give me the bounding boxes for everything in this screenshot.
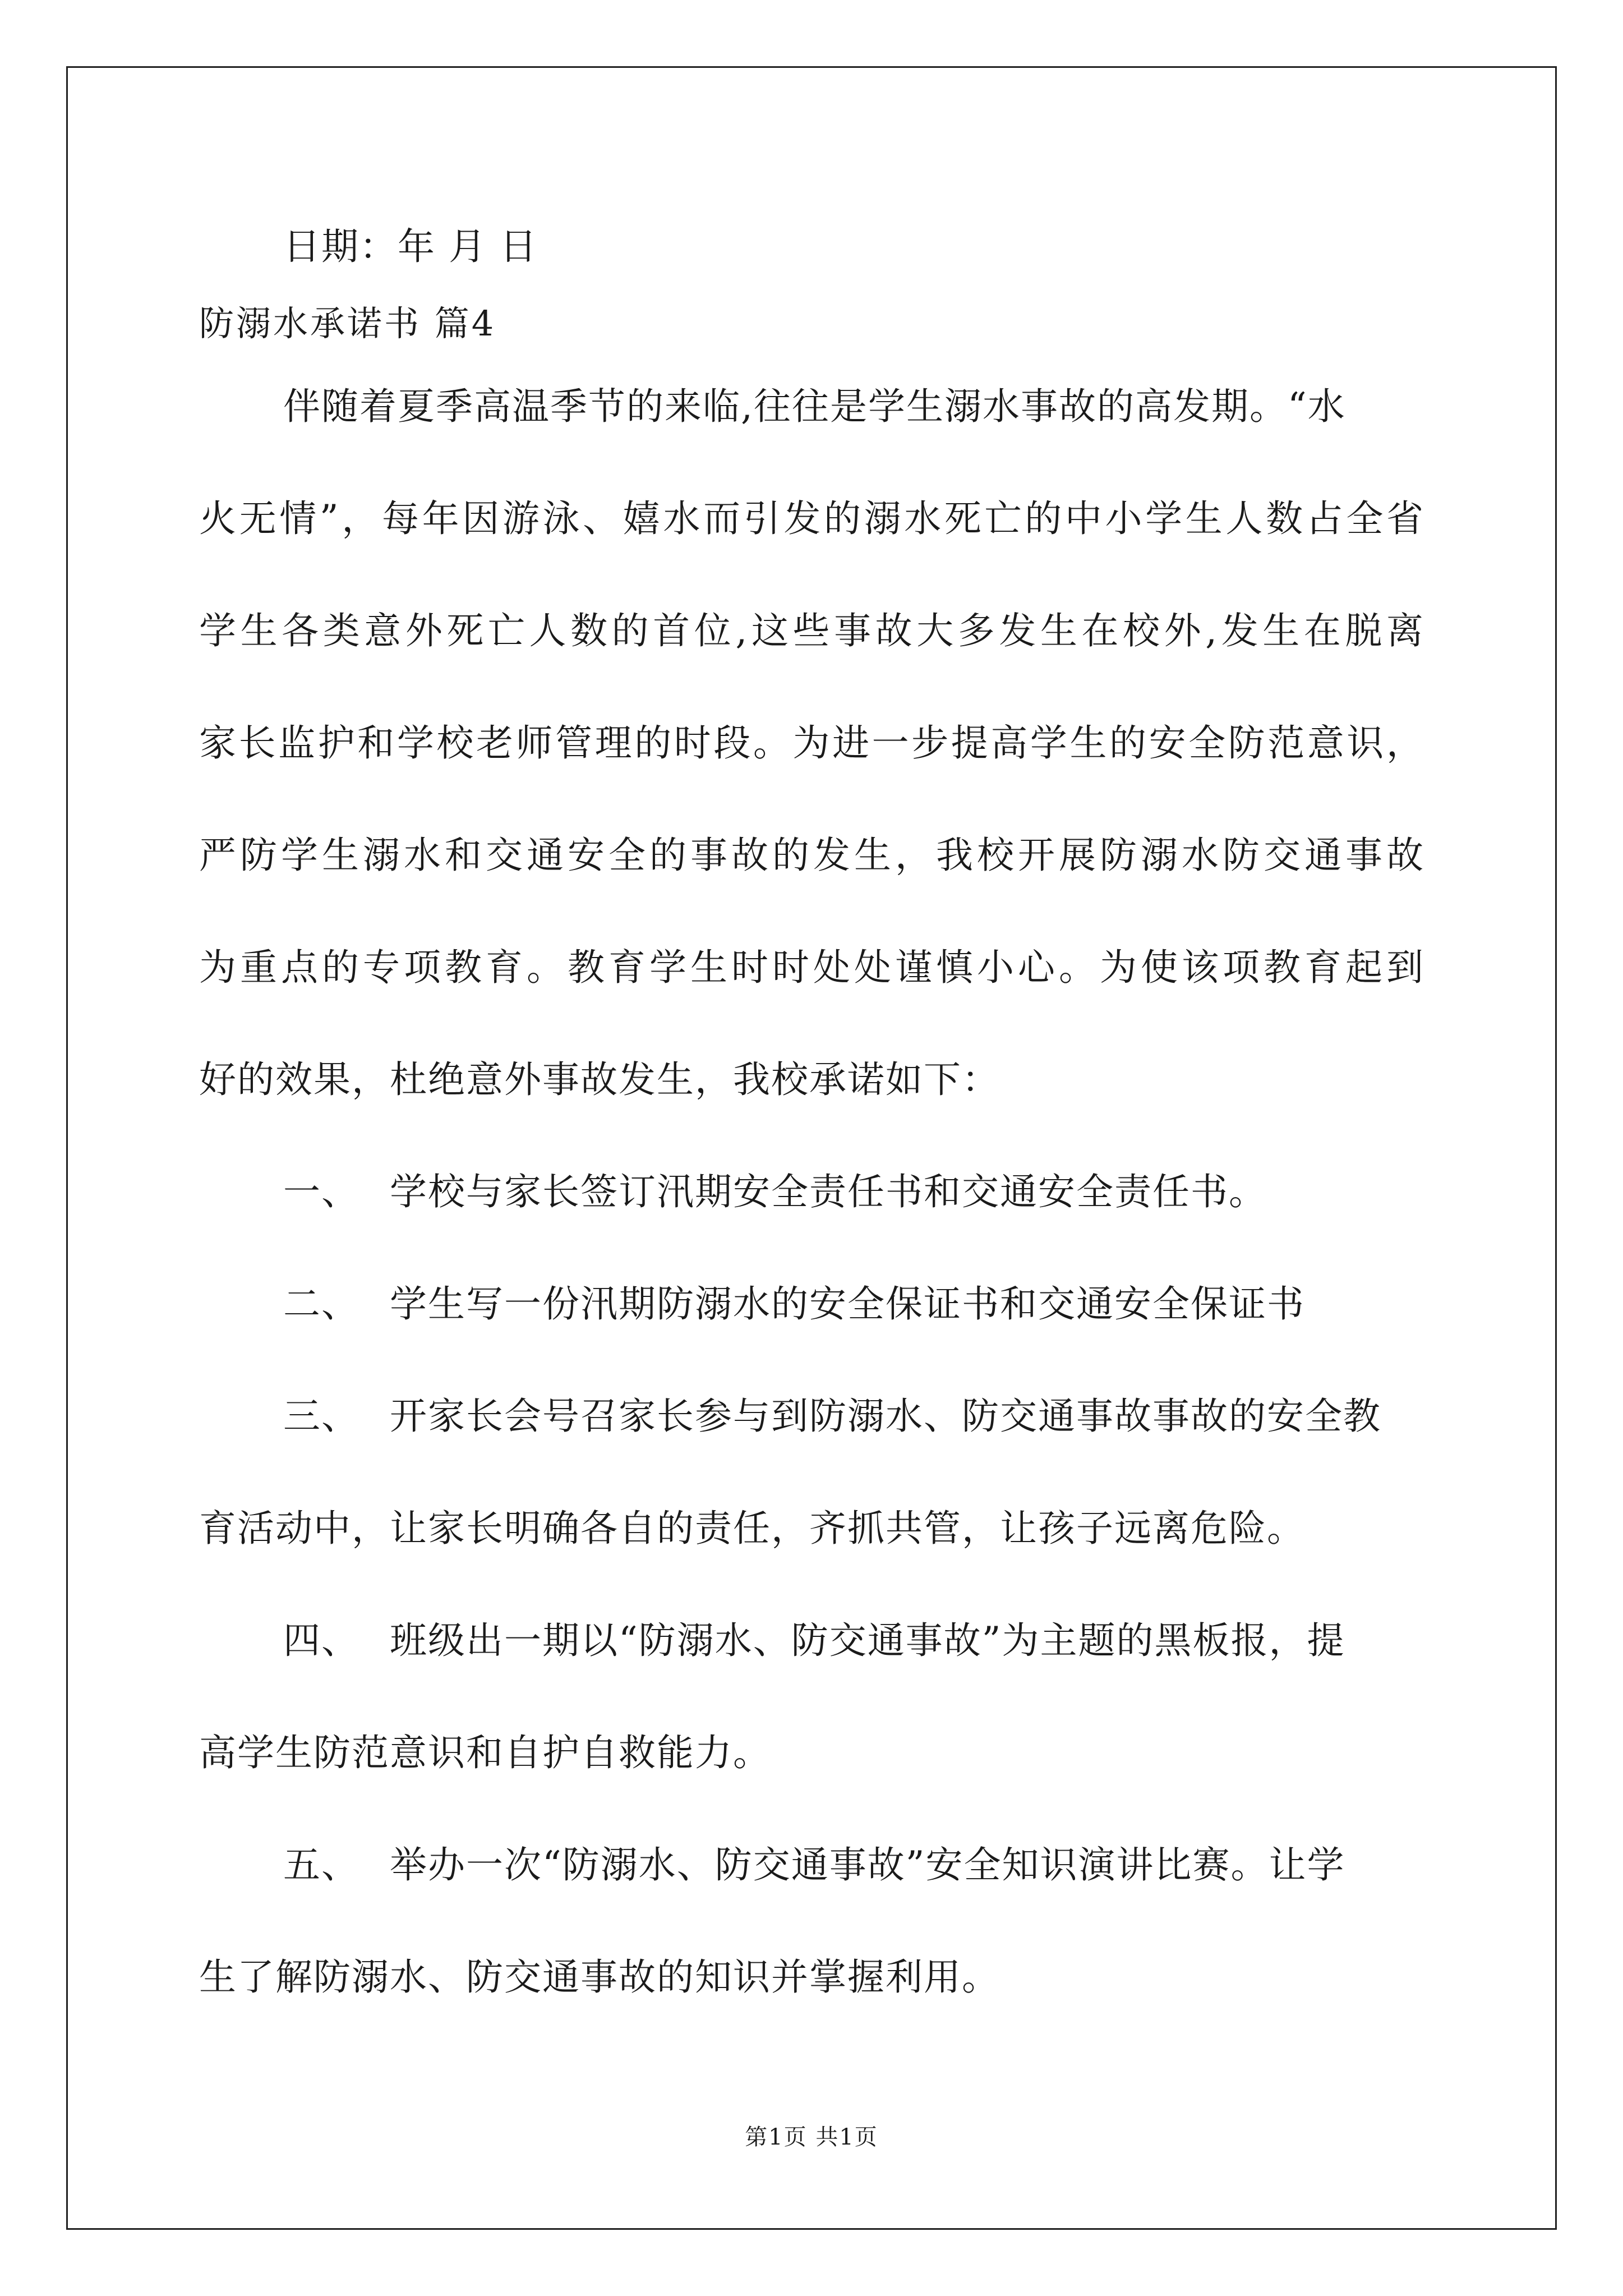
list-item-4-continuation: 高学生防范意识和自护自救能力。 [199,1731,771,1774]
list-item-text: 学校与家长签订汛期安全责任书和交通安全责任书。 [390,1170,1267,1213]
list-item-text: 开家长会号召家长参与到防溺水、防交通事故事故的安全教 [390,1395,1381,1438]
list-item-number: 四、 [283,1619,359,1662]
section-title: 防溺水承诺书 篇4 [199,303,496,344]
intro-line-3: 学生各类意外死亡人数的首位,这些事故大多发生在校外,发生在脱离 [199,609,1424,652]
list-item-text: 班级出一期以“防溺水、防交通事故”为主题的黑板报，提 [390,1619,1345,1662]
list-item-number: 一、 [283,1170,359,1213]
list-item-1 [283,1167,1267,1217]
list-item-2 [283,1279,1305,1329]
list-item-3-continuation: 育活动中，让家长明确各自的责任，齐抓共管，让孩子远离危险。 [199,1507,1305,1550]
intro-line-6: 为重点的专项教育。教育学生时时处处谨慎小心。为使该项教育起到 [199,946,1424,989]
intro-line-1: 伴随着夏季高温季节的来临,往往是学生溺水事故的高发期。“水 [283,385,1346,428]
intro-line-5: 严防学生溺水和交通安全的事故的发生，我校开展防溺水防交通事故 [199,834,1424,877]
intro-line-2: 火无情”，每年因游泳、嬉水而引发的溺水死亡的中小学生人数占全省 [199,497,1424,540]
list-item-number: 二、 [283,1282,359,1326]
list-item-5-continuation: 生了解防溺水、防交通事故的知识并掌握利用。 [199,1955,1000,1999]
page-footer: 第1页 共1页 [745,2124,878,2150]
list-item-3 [283,1391,1381,1442]
intro-line-7: 好的效果，杜绝意外事故发生，我校承诺如下： [199,1058,1000,1101]
list-item-number: 三、 [283,1395,359,1438]
intro-line-4: 家长监护和学校老师管理的时段。为进一步提高学生的安全防范意识， [199,721,1424,765]
list-item-4 [283,1616,1345,1666]
list-item-text: 学生写一份汛期防溺水的安全保证书和交通安全保证书 [390,1282,1305,1326]
date-line: 日期：年 月 日 [283,225,538,268]
list-item-5 [283,1840,1345,1890]
list-item-text: 举办一次“防溺水、防交通事故”安全知识演讲比赛。让学 [390,1843,1345,1887]
list-item-number: 五、 [283,1843,359,1887]
